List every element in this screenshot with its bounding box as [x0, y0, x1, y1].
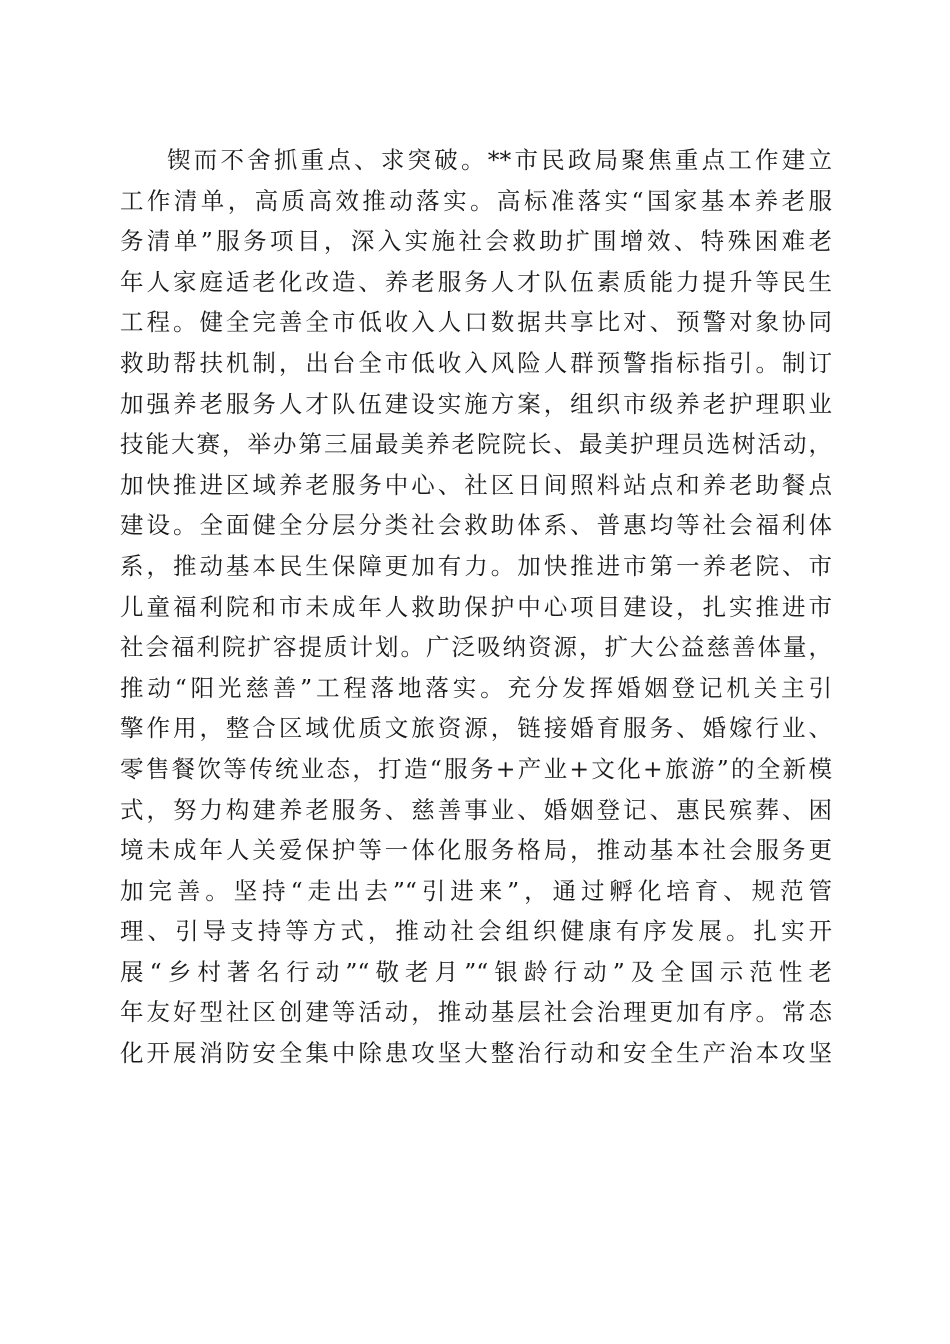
text-line: 加快推进区域养老服务中心、社区日间照料站点和养老助餐点: [120, 470, 832, 499]
text-line: 系，推动基本民生保障更加有力。加快推进市第一养老院、市: [120, 551, 832, 580]
text-line: 儿童福利院和市未成年人救助保护中心项目建设，扎实推进市: [120, 592, 832, 621]
text-line: 救助帮扶机制，出台全市低收入风险人群预警指标指引。制订: [120, 348, 832, 377]
text-line: 年人家庭适老化改造、养老服务人才队伍素质能力提升等民生: [120, 267, 832, 296]
text-line: 社会福利院扩容提质计划。广泛吸纳资源，扩大公益慈善体量，: [120, 633, 832, 662]
text-line: 工作清单，高质高效推动落实。高标准落实“国家基本养老服: [120, 186, 832, 215]
text-line: 加强养老服务人才队伍建设实施方案，组织市级养老护理职业: [120, 389, 832, 418]
text-line: 式，努力构建养老服务、慈善事业、婚姻登记、惠民殡葬、困: [120, 795, 832, 824]
text-line: 务清单”服务项目，深入实施社会救助扩围增效、特殊困难老: [120, 227, 832, 256]
text-line: 零售餐饮等传统业态，打造“服务+产业+文化+旅游”的全新模: [120, 754, 832, 783]
text-line: 技能大赛，举办第三届最美养老院院长、最美护理员选树活动，: [120, 430, 832, 459]
text-line: 年友好型社区创建等活动，推动基层社会治理更加有序。常态: [120, 998, 832, 1027]
text-line: 理、引导支持等方式，推动社会组织健康有序发展。扎实开: [120, 917, 832, 946]
text-line: 建设。全面健全分层分类社会救助体系、普惠均等社会福利体: [120, 511, 832, 540]
text-line: 展“乡村著名行动”“敬老月”“银龄行动”及全国示范性老: [120, 957, 832, 986]
body-paragraph: [120, 140, 832, 1074]
text-line: 锲而不舍抓重点、求突破。**市民政局聚焦重点工作建立: [167, 146, 832, 174]
text-line: 境未成年人关爱保护等一体化服务格局，推动基本社会服务更: [120, 836, 832, 865]
text-line: 工程。健全完善全市低收入人口数据共享比对、预警对象协同: [120, 308, 832, 337]
text-line: 加完善。坚持“走出去”“引进来”，通过孵化培育、规范管: [120, 876, 832, 905]
text-line: 擎作用，整合区域优质文旅资源，链接婚育服务、婚嫁行业、: [120, 714, 832, 743]
text-line: 化开展消防安全集中除患攻坚大整治行动和安全生产治本攻坚: [120, 1039, 832, 1068]
text-line: 推动“阳光慈善”工程落地落实。充分发挥婚姻登记机关主引: [120, 673, 832, 702]
